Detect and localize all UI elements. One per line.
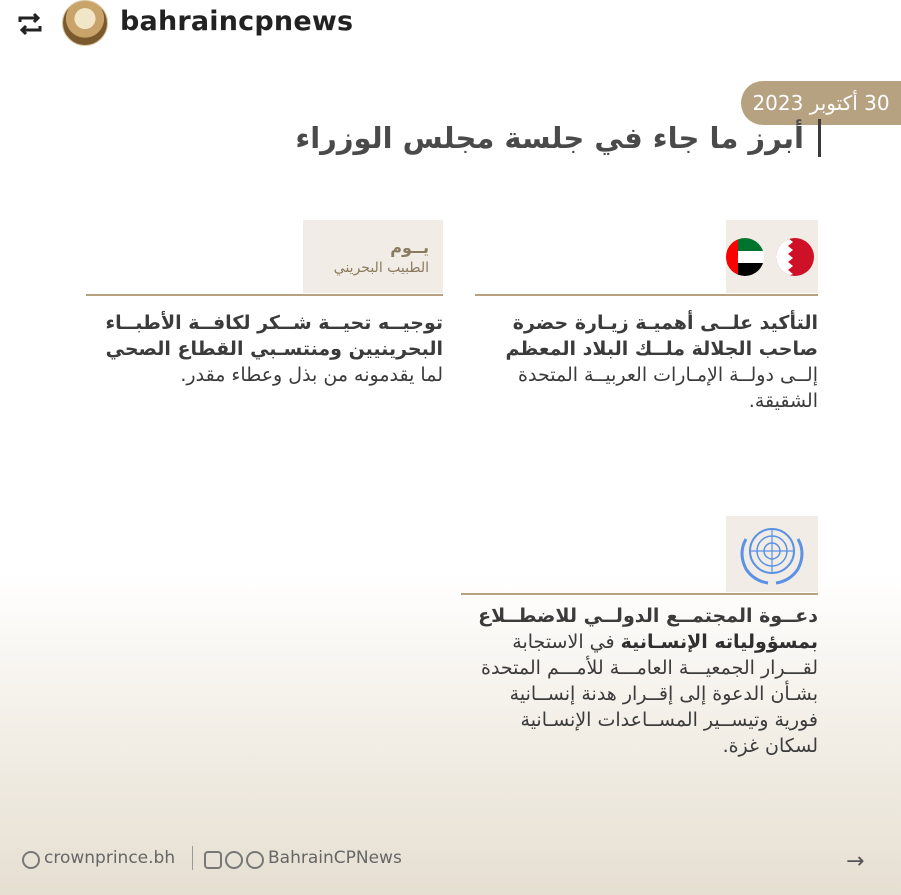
left-top-divider bbox=[86, 294, 443, 296]
title-text: أبرز ما جاء في جلسة مجلس الوزراء bbox=[295, 121, 804, 155]
next-arrow-icon[interactable]: → bbox=[846, 849, 865, 874]
post-footer bbox=[0, 840, 901, 880]
text-line: بشـأن الدعوة إلى إقــرار هدنة إنســانية bbox=[509, 683, 818, 705]
youtube-icon bbox=[246, 851, 264, 869]
doctors-day-label-sub: الطبيب البحريني bbox=[333, 260, 429, 276]
x-icon bbox=[225, 851, 243, 869]
title-accent-bar bbox=[818, 119, 821, 157]
text-line: البحرينيين ومنتسـبي القطاع الصحي bbox=[105, 338, 443, 360]
doctors-day-label: يــوم bbox=[390, 238, 429, 257]
post-header bbox=[0, 0, 901, 48]
account-name[interactable]: bahraincpnews bbox=[120, 6, 354, 37]
globe-icon bbox=[22, 851, 40, 869]
avatar[interactable] bbox=[62, 0, 108, 46]
text-line: إلــى دولــة الإمـارات العربيــة المتحدة bbox=[518, 364, 818, 386]
text-rest-part: في الاستجابة bbox=[512, 631, 621, 653]
date-text: 30 أكتوبر 2023 bbox=[752, 91, 890, 115]
post-title bbox=[295, 116, 821, 160]
text-line: لسكان غزة. bbox=[722, 735, 818, 757]
flags-tile bbox=[726, 220, 818, 293]
bahrain-flag-icon bbox=[776, 238, 814, 276]
un-emblem-icon bbox=[732, 519, 812, 587]
footer-separator bbox=[192, 846, 193, 870]
text-line: توجيــه تحيــة شــكر لكافــة الأطبــاء bbox=[105, 312, 443, 334]
text-line: دعــوة المجتمــع الدولــي للاضطــلاع bbox=[478, 605, 818, 627]
right-bottom-text bbox=[438, 603, 818, 759]
un-tile bbox=[726, 516, 818, 592]
text-line: لقـــرار الجمعيـــة العامـــة للأمـــم المتحدة bbox=[480, 657, 818, 679]
right-top-text bbox=[458, 310, 818, 414]
text-line: صاحب الجلالة ملــك البلاد المعظم bbox=[505, 338, 818, 360]
text-line: فورية وتيســير المســاعدات الإنسـانية bbox=[520, 709, 818, 731]
text-line: لما يقدمونه من بذل وعطاء مقدر. bbox=[180, 364, 443, 386]
repost-icon bbox=[14, 10, 46, 38]
website-link[interactable]: crownprince.bh bbox=[44, 848, 176, 868]
right-top-divider bbox=[475, 294, 818, 296]
social-handle[interactable]: BahrainCPNews bbox=[268, 848, 402, 868]
text-bold-part: بمسؤولياته الإنسـانية bbox=[620, 631, 818, 653]
instagram-icon bbox=[204, 851, 222, 869]
uae-flag-icon bbox=[726, 238, 764, 276]
text-line-mixed bbox=[438, 629, 818, 655]
post-image bbox=[0, 48, 901, 895]
right-bottom-divider bbox=[461, 593, 818, 595]
left-top-text bbox=[73, 310, 443, 388]
text-line: الشقيقة. bbox=[748, 390, 818, 412]
doctors-day-tile bbox=[303, 220, 443, 293]
text-line: التأكيد علــى أهميـة زيـارة حضرة bbox=[512, 312, 818, 334]
